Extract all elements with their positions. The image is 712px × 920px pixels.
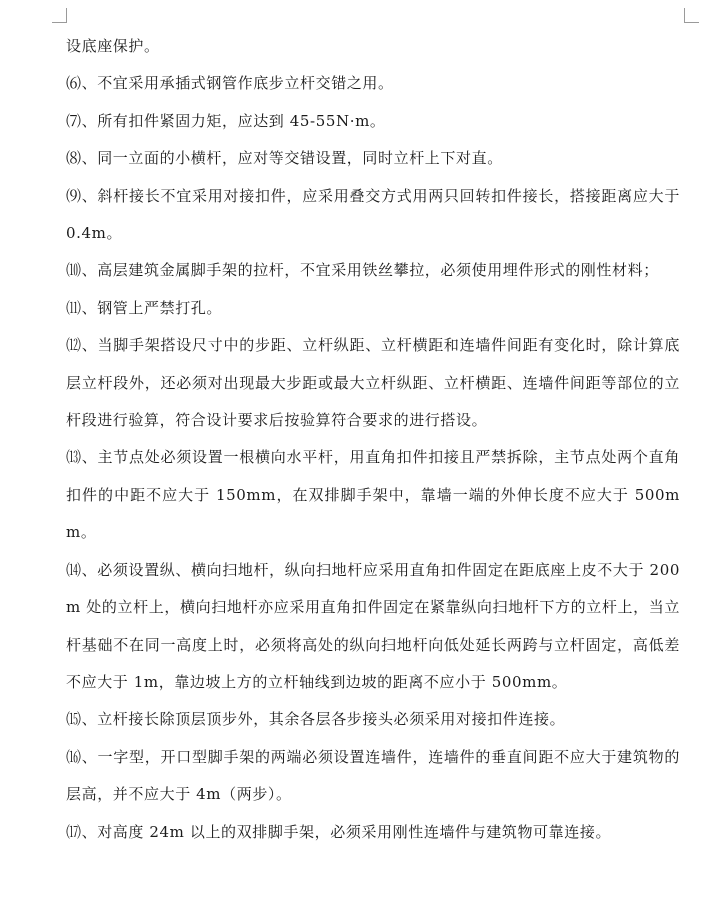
paragraph-item-10: ⑽、高层建筑金属脚手架的拉杆，不宜采用铁丝攀拉，必须使用埋件形式的刚性材料；	[66, 261, 659, 280]
paragraph-item-16: ⒃、一字型，开口型脚手架的两端必须设置连墙件，连墙件的垂直间距不应大于建筑物的层高，并不应大于 4m（两步）。	[66, 747, 680, 804]
paragraph-item-13: ⒀、主节点处必须设置一根横向水平杆，用直角扣件扣接且严禁拆除，主节点处两个直角扣件的中距不应大于 150mm，在双排脚手架中，靠墙一端的外伸长度不应大于 500mm。	[66, 448, 680, 542]
paragraph-item-9: ⑼、斜杆接长不宜采用对接扣件，应采用叠交方式用两只回转扣件接长，搭接距离应大于 0.4m。	[66, 186, 680, 243]
paragraph-item-8: ⑻、同一立面的小横杆，应对等交错设置，同时立杆上下对直。	[66, 149, 503, 168]
paragraph-item-7: ⑺、所有扣件紧固力矩，应达到 45-55N·m。	[66, 111, 386, 130]
paragraph-base-protection: 设底座保护。	[66, 37, 160, 55]
paragraph-item-12: ⑿、当脚手架搭设尺寸中的步距、立杆纵距、立杆横距和连墙件间距有变化时，除计算底层立杆段外，还必须对出现最大步距或最大立杆纵距、立杆横距、连墙件间距等部位的立杆段进行验算，符合设计要求后按验算符合要求的进行搭设。	[66, 336, 680, 430]
top-left-margin-mark	[52, 8, 67, 23]
top-right-margin-mark	[684, 8, 699, 23]
paragraph-item-11: ⑾、钢管上严禁打孔。	[66, 298, 223, 317]
paragraph-item-17: ⒄、对高度 24m 以上的双排脚手架，必须采用刚性连墙件与建筑物可靠连接。	[66, 822, 612, 841]
paragraph-item-15: ⒂、立杆接长除顶层顶步外，其余各层各步接头必须采用对接扣件连接。	[66, 710, 566, 729]
paragraph-item-14: ⒁、必须设置纵、横向扫地杆，纵向扫地杆应采用直角扣件固定在距底座上皮不大于 200m 处的立杆上，横向扫地杆亦应采用直角扣件固定在紧靠纵向扫地杆下方的立杆上，当立杆基础不在同一高度上时，必须将高处的纵向扫地杆向低处延长两跨与立杆固定，高低差不应大于 1m，靠边坡上方的立杆轴线到边坡的距离不应小于 500mm。	[66, 560, 680, 691]
document-body	[66, 28, 680, 851]
paragraph-item-6: ⑹、不宜采用承插式钢管作底步立杆交错之用。	[66, 74, 394, 93]
